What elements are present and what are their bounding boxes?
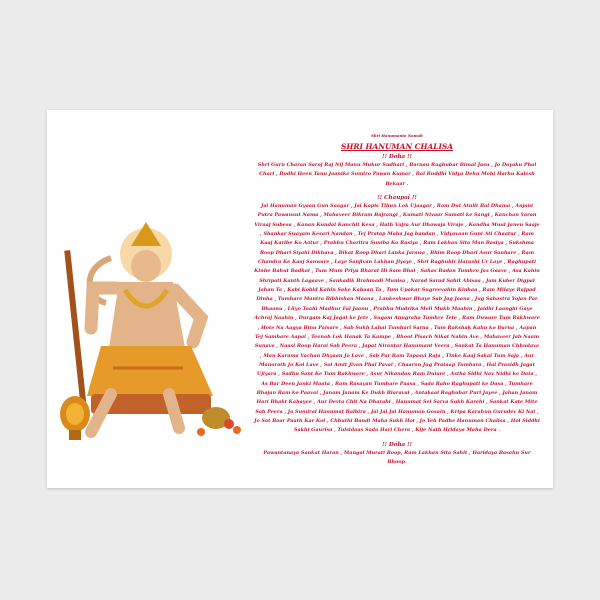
section-text: Shri Guru Charan Saroj Raj Nij Manu Mukur Sudhari , Barnau Raghubar Bimal Jasu , Jo Dayaku Phal Chari , Budhi Heen Tanu Jaanike Sumiro Pawan Kumar , Bal Buddhi Vidya Dehu Mohi Harhu Kalesh Bekaar .: [257, 162, 537, 187]
section-heading: !! Doha !!: [382, 441, 412, 448]
document-title: SHRI HANUMAN CHALISA: [341, 142, 453, 151]
hanuman-illustration: [51, 218, 247, 454]
section-text: Pawantanaya Sankat Haran , Mangal Murati Roop, Ram Lakhan Sita Sahit , Haridaya Basahu Sur Bhoop.: [263, 449, 531, 465]
section-text: Jai Hanuman Gyaan Gun Saagar , Jai Kapis Tihun Lok Ujaagar , Ram Dut Atulit Bal Dhama , Anjani Putra Pawansut Nama , Mahaveer Bikram Bajrangi , Kumati Nivaar Sumati ke Sangi , Kanchan Varan Viraaj Subesa , Kanan Kundal Kunchit Kesa , Hath Vajra Aur Dhawaja Viraje , Kandha Muul Janeu Saaje , Shankar Swayam Kesari Nandan , Tej Pratap Maha Jag bandan , Vidyavaan Guni Ati Chaatur , Ram Kaaj Karibe Ko Aatur , Prabhu Charitra Suniba Ko Rasiya , Ram Lakhan Sita Man Basiya , Sukshma Roop Dhari Siyahi Dikhava , Bikat Roop Dhari Lanka Jarawa , Bhim Roop Dhari Asur Sanhare , Ram Chandra Ke Kaaj Sanware , Laye Sanjivan Lakhan Jiyaye , Shri Raghubir Harashi Ur Laye , Raghupati Kinhe Bahut Badhai , Tum Mum Priya Bharat Hi Sam Bhai , Sahas Badan Tumhro Jas Gaave , Asa Kahin Shripati Kanth Lagaave , Sankadik Brahmadi Munisa , Narad Sarad Sahit Ahisaa , Jam Kuber Digpal Jahan Ta , Kabi Kobid Kahin Sake Kahaan Ta , Tum Upakar Sugreevahin Kinhaa , Ram Milaye Rajpad Dinha , Tumhare Mantra Bibhishan Maana , Lankeshwar Bhaye Sab Jag Jaana , Jug Sahastra Yojan Par Bhaanu , Liiyo Taahi Madhur Fal Jaanu , Prabhu Mudrika Meli Mukh Maahin , Jaldhi Laanghi Gaye Achraj Naahin , Durgam Kaj Jagat ke Jete , Sugam Anugraha Tumhre Tete , Ram Duware Tum Rakhware , Hote Na Aagya Binu Paisare , Sab Sukh Lahai Tumhari Sarna , Tum Rakshak Kahu ko Darna , Aapan Tej Samhare Aapai , Teenoh Lok Hanak Ta Kampe , Bhoot Pisach Nikat Nahin Ave , Mahaveer Jab Naam Sunave , Naasi Roop Harai Sab Peera , Japat Nirantar Hanumant Veera , Sankat Ta Hanuman Chhudave , Man Karama Vachan Dhyaan Jo Lave , Sab Par Ram Tapasvi Raja , Tinke Kaaj Sakal Tum Saja , Aur Manorath Jo Koi Lave , Soi Amit Jivan Phal Pavai , Chaaron Jug Prataap Tumhara , Hai Prasidh Jagat Ujiyara , Sadhu Sant Ke Tum Rakhware , Asur Nikandan Ram Dulare , Astha Sidhi Nav Nidhi ke Data , As Bar Deen Janki Maata , Ram Rasayan Tumhare Paasa , Sada Raho Raghupati ke Dasa , Tumhare Bhajan Ram ko Paavai , Janam Janam Ke Dukh Biaravai , Antakaal Raghubar Puri Jayee , Jahan Janam Hari Bhakt Kahayee , Aur Devta Chit Na Dharahi , Hanumat Sei Sarva Sukh Karehi , Sankat Kate Mite Sab Peera , Jo Sumirai Hanumat Balbira , Jai Jai Jai Hanuman Gosain , Kripa Karahun Gurudev Ki Nai , Jo Sat Baar Paath Kar Koi , Chhuthi Bandi Maha Sukh Hoi , Jo Yeh Padhe Hanuman Chalisa , Hoi Siddhi Sakhi Gaurisa , Tulsidaas Sada Hari Chera , Kije Nath Hridaya Maha Dera .: [254, 203, 540, 434]
photo-print: [47, 110, 553, 488]
section-heading: !! Doha !!: [382, 154, 412, 160]
chalisa-text-block: [254, 133, 540, 467]
small-heading: Shri Hanumante Namah: [371, 133, 423, 138]
section-heading: !! Chaupai !!: [377, 195, 417, 202]
